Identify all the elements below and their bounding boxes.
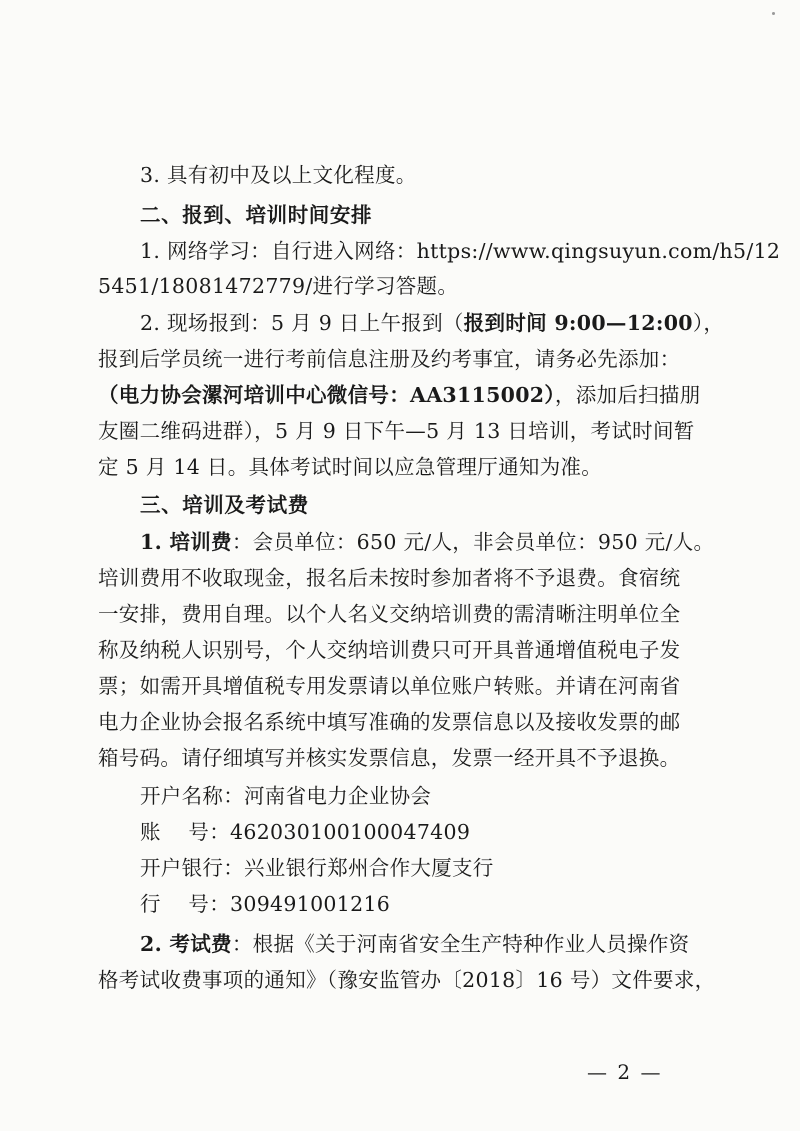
- training-fee-line3: 一安排，费用自理。以个人名义交纳培训费的需清晰注明单位全: [98, 602, 681, 626]
- section2-heading: 二、报到、培训时间安排: [140, 203, 373, 227]
- training-fee-label: 1. 培训费: [140, 530, 232, 554]
- training-fee-line1: [140, 527, 714, 557]
- bank-number: 行 号：309491001216: [140, 892, 391, 916]
- onsite-checkin-line4: 友圈二维码进群），5 月 9 日下午—5 月 13 日培训，考试时间暂: [98, 419, 695, 443]
- online-study-line2: 5451/18081472779/进行学习答题。: [98, 274, 459, 298]
- training-fee-line2: 培训费用不收取现金，报名后未按时参加者将不予退费。食宿统: [98, 566, 681, 590]
- checkin-text: 2. 现场报到：5 月 9 日上午报到（: [140, 311, 464, 335]
- wechat-after: ，添加后扫描朋: [554, 383, 701, 407]
- section3-heading: 三、培训及考试费: [140, 493, 309, 517]
- training-fee-line6: 电力企业协会报名系统中填写准确的发票信息以及接收发票的邮: [98, 710, 681, 734]
- page-number: — 2 —: [587, 1060, 663, 1084]
- onsite-checkin-line5: 定 5 月 14 日。具体考试时间以应急管理厅通知为准。: [98, 455, 603, 479]
- training-fee-rates: ：会员单位：650 元/人，非会员单位：950 元/人。: [231, 530, 715, 554]
- online-study-line1: 1. 网络学习：自行进入网络：https://www.qingsuyun.com/h5/12: [140, 239, 781, 263]
- checkin-time: 报到时间 9:00—12:00: [463, 311, 693, 335]
- exam-fee-line1: [140, 929, 689, 959]
- wechat-id: （电力协会漯河培训中心微信号：AA3115002）: [98, 383, 555, 407]
- exam-fee-text: ：根据《关于河南省安全生产特种作业人员操作资: [231, 932, 690, 956]
- training-fee-line7: 箱号码。请仔细填写并核实发票信息，发票一经开具不予退换。: [98, 746, 681, 770]
- exam-fee-line2: 格考试收费事项的通知》（豫安监管办〔2018〕16 号）文件要求，: [98, 968, 716, 992]
- checkin-close: ），: [692, 311, 725, 335]
- exam-fee-label: 2. 考试费: [140, 932, 232, 956]
- onsite-checkin-line3: [98, 380, 701, 410]
- onsite-checkin-line2: 报到后学员统一进行考前信息注册及约考事宜，请务必先添加：: [98, 347, 681, 371]
- account-bank: 开户银行：兴业银行郑州合作大厦支行: [140, 856, 494, 880]
- training-fee-line5: 票；如需开具增值税专用发票请以单位账户转账。并请在河南省: [98, 674, 681, 698]
- account-number: 账 号：462030100100047409: [140, 820, 471, 844]
- section1-item3: 3. 具有初中及以上文化程度。: [140, 163, 417, 187]
- account-name: 开户名称：河南省电力企业协会: [140, 784, 432, 808]
- training-fee-line4: 称及纳税人识别号，个人交纳培训费只可开具普通增值税电子发: [98, 638, 681, 662]
- onsite-checkin-line1: [140, 308, 724, 338]
- scan-speck: [772, 12, 775, 15]
